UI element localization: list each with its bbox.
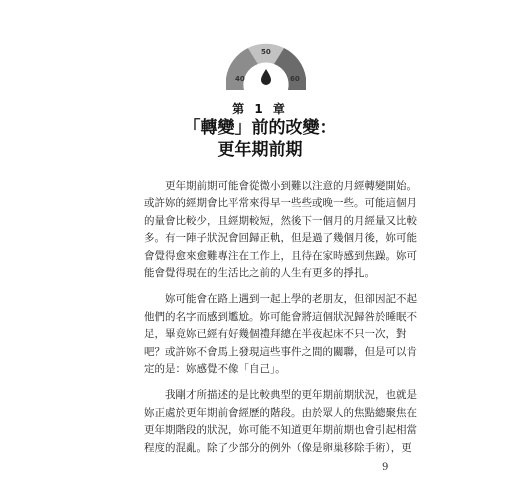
- age-gauge-graphic: [222, 38, 310, 92]
- text-line: 程度的混亂。除了少部分的例外（像是卵巢移除手術），更: [144, 441, 412, 454]
- text-line: 我剛才所描述的是比較典型的更年期前期狀況，也就是: [165, 389, 417, 402]
- text-line: 定的是：妳感覺不像「自己」。: [144, 363, 286, 376]
- chapter-title-line: 「轉變」前的改變：: [183, 118, 337, 138]
- text-line: 或許妳的經期會比平常來得早一些些或晚一些。可能這個月: [144, 197, 417, 210]
- paragraph: [144, 291, 417, 378]
- paragraph: [144, 387, 417, 457]
- text-line: 吧？或許妳不會馬上發現這些事件之間的關聯，但是可以肯: [144, 345, 417, 358]
- text-line: 多。有一陣子狀況會回歸正軌，但是過了幾個月後，妳可能: [144, 232, 417, 245]
- text-line: 更年期階段的狀況，妳可能不知道更年期前期也會引起相當: [144, 424, 417, 437]
- text-line: 更年期前期可能會從微小到難以注意的月經轉變開始。: [165, 180, 417, 192]
- gauge-label-60: 60: [290, 75, 300, 83]
- chapter-title-line: 更年期前期: [217, 140, 303, 160]
- page-number: 9: [382, 462, 389, 473]
- paragraph: [144, 178, 417, 282]
- gauge-label-40: 40: [235, 75, 245, 83]
- chapter-title: [0, 117, 520, 161]
- text-line: 會覺得愈來愈難專注在工作上，且待在家時感到焦躁。妳可: [144, 249, 417, 262]
- text-line: 的量會比較少，且經期較短，然後下一個月的月經量又比較: [144, 214, 417, 227]
- text-line: 妳可能會在路上遇到一起上學的老朋友，但卻因記不起: [165, 293, 417, 306]
- gauge-label-50: 50: [261, 48, 271, 56]
- text-line: 他們的名字而感到尷尬。妳可能會將這個狀況歸咎於睡眠不: [144, 310, 417, 323]
- chapter-gauge: [222, 38, 310, 92]
- body-text: [144, 178, 417, 466]
- chapter-number: 第 1 章: [232, 102, 288, 116]
- text-line: 能會覺得現在的生活比之前的人生有更多的掙扎。: [144, 267, 375, 280]
- text-line: 足，畢竟妳已經有好幾個禮拜總在半夜起床不只一次，對: [144, 328, 407, 341]
- text-line: 妳正處於更年期前會經歷的階段。由於眾人的焦點總聚焦在: [144, 406, 417, 419]
